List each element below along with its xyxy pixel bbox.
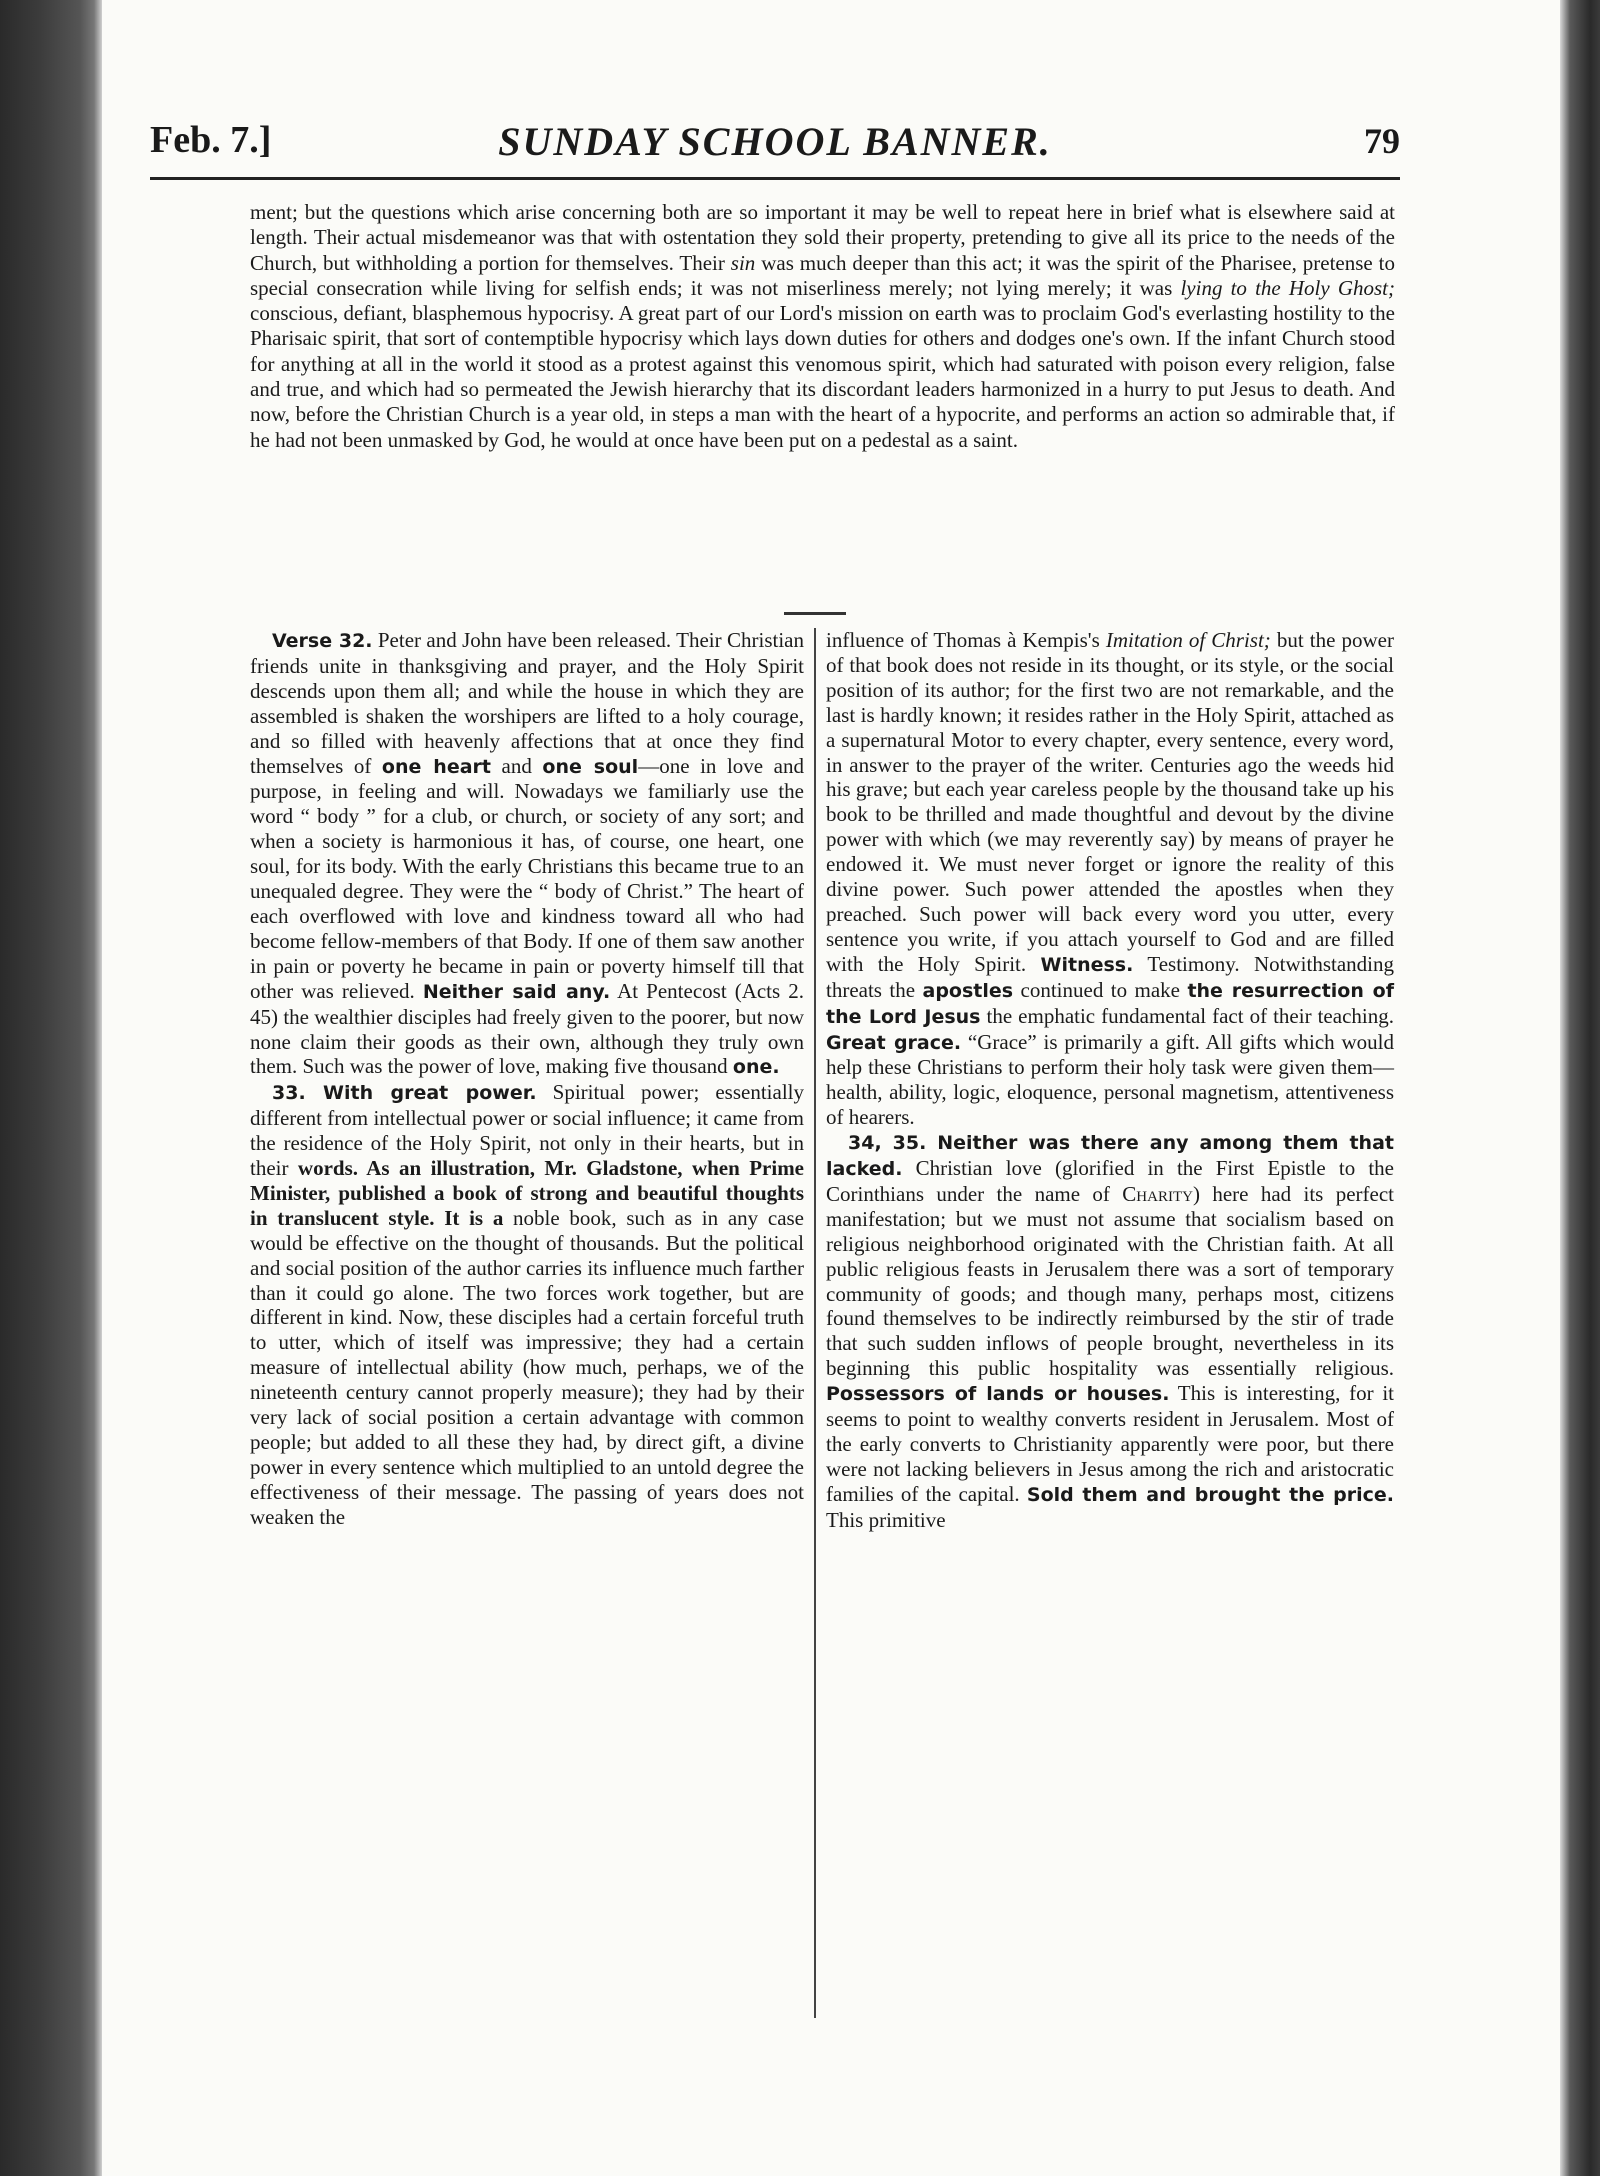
r-text-3: Testimony. Notwithstanding threats the: [826, 951, 1394, 1002]
r-text-9: This is interesting, for it seems to point to wealthy converts resident in Jerusalem. Most of the early converts to Christianity apparently were poor, but there were not lacking believers in Jesus among the rich and aristocratic families of the capital.: [826, 1381, 1394, 1506]
r-text-10: This primitive: [826, 1507, 946, 1532]
r-text-5: the emphatic fundamental fact of their teaching.: [980, 1003, 1394, 1028]
verse-34-35-paragraph: [826, 1130, 1394, 1533]
v32-text-a: Peter and John have been released. Their Christian friends unite in thanksgiving and prayer, and the Holy Spirit descends upon them all; and while the house in which they are assembled is shaken the worshipers are lifted to a holy courage, and so filled with heavenly affections that at once they find themselves of: [250, 628, 804, 778]
header-rule: [150, 177, 1400, 180]
v32-text-c: —one in love and purpose, in feeling and will. Nowadays we familiarly use the word “ body ” for a club, or church, or society of any sort; and when a society is harmonious it has, of course, one heart, one soul, for its body. With the early Christians this became true to an unequaled degree. They were the “ body of Christ.” The heart of each overflowed with love and kindness toward all who had become fellow-members of that Body. If one of them saw another in pain or poverty he became in pain or poverty himself till that other was relieved.: [250, 753, 804, 1003]
intro-text-2: was much deeper than this act; it was the spirit of the Pharisee, pretense to special consecration while living for selfish ends; it was not miserliness merely; not lying merely; it was: [250, 250, 1395, 300]
great-grace-term: Great grace.: [826, 1031, 962, 1054]
r-text-2: but the power of that book does not reside in its thought, or its style, or the social position of its author; for the first two are not remarkable, and the last is hardly known; it resides rather in the Holy Spirit, attached as a supernatural Motor to every chapter, every sentence, every word, in answer to the prayer of the writer. Centuries ago the weeds hid his grave; but each year careless people by the thousand take up his book to be thrilled and made thoughtful and devout by the divine power with which (we may reverently say) by means of prayer he endowed it. We must never forget or ignore the reality of this divine power. Such power attended the apostles when they preached. Such power will back every word you utter, every sentence you write, if you attach yourself to God and are filled with the Holy Spirit.: [826, 628, 1394, 976]
verse-32-heading: Verse 32.: [272, 630, 373, 652]
v33-text-b: noble book, such as in any case would be effective on the thought of thousands. But the political and social position of the author carries its influence much farther than it could go alone. The two forces work together, but are different in kind. Now, these disciples had a certain forceful truth to utter, which of itself was impressive; they had a certain measure of intellectual ability (how much, perhaps, we of the nineteenth century cannot properly measure); they had by their very lack of social position a certain advantage with common people; but added to all these they had, by direct gift, a divine power in every sentence which multiplied to an untold degree the effectiveness of their message. The passing of years does not weaken the: [250, 1205, 805, 1529]
v32-text-d: At Pentecost (Acts 2. 45) the wealthier disciples had freely given to the poorer, but now none claim their goods as their own, although they truly own them. Such was the power of love, making five thousand: [250, 978, 804, 1079]
continuation-paragraph: [826, 628, 1394, 1130]
witness-term: Witness.: [1040, 953, 1134, 976]
verse-34-35-heading: 34, 35. Neither was there any among them that lacked.: [826, 1132, 1394, 1181]
v33-bold-passage: words. As an illustration, Mr. Gladstone, when Prime Minister, published a book of strong and beautiful thoughts in translucent style. It is a: [250, 1156, 805, 1230]
book-binding-edge: [0, 0, 102, 2176]
section-divider: [784, 612, 846, 615]
possessors-term: Possessors of lands or houses.: [826, 1383, 1170, 1406]
resurrection-term: the resurrection of the Lord Jesus: [826, 979, 1395, 1028]
header-date: Feb. 7.]: [150, 119, 272, 161]
intro-text: [250, 200, 1395, 453]
intro-paragraph: [250, 200, 1395, 453]
intro-text-1: ment; but the questions which arise concerning both are so important it may be well to repeat here in brief what is elsewhere said at length. Their actual misdemeanor was that with ostentation they sold their property, pretending to give all its price to the needs of the Church, but withholding a portion for themselves. Their: [250, 200, 1395, 275]
v32-text-b: and: [490, 753, 543, 778]
one-term: one.: [732, 1056, 780, 1079]
verse-33-heading: 33. With great power.: [272, 1082, 537, 1105]
verse-32-paragraph: [250, 628, 804, 1080]
intro-text-3: conscious, defiant, blasphemous hypocrisy. A great part of our Lord's mission on earth was to proclaim God's everlasting hostility to the Pharisaic spirit, that sort of contemptible hypocrisy which lays down duties for others and dodges one's own. If the infant Church stood for anything at all in the world it stood as a protest against this venomous spirit, which had saturated with poison every religion, false and true, and which had so permeated the Jewish hierarchy that its discordant leaders harmonized in a hurry to put Jesus to death. And now, before the Christian Church is a year old, in steps a man with the heart of a hypocrite, and performs an action so admirable that, if he had not been unmasked by God, he would at once have been put on a pedestal as a saint.: [250, 301, 1395, 452]
column-rule: [814, 628, 816, 2018]
apostles-term: apostles: [922, 979, 1014, 1002]
r-text-7: Christian love (glorified in the First Epistle to the Corinthians under the name of: [826, 1156, 1394, 1206]
r-text-6: “Grace” is primarily a gift. All gifts which would help these Christians to perform their holy task were given them—health, ability, logic, eloquence, personal magnetism, attentiveness of hearers.: [826, 1029, 1394, 1130]
page-edge-shadow: [1560, 0, 1600, 2176]
imitation-of-christ-title: Imitation of Christ;: [1105, 628, 1271, 652]
page-number: 79: [1364, 121, 1400, 161]
v33-text-a: Spiritual power; essentially different from intellectual power or social influence; it came from the residence of the Holy Spirit, not only in their hearts, but in their: [250, 1080, 804, 1181]
r-text-4: continued to make: [1013, 977, 1188, 1002]
r-text-8: ) here had its perfect manifestation; but we must not assume that socialism based on religious neighborhood originated with the Christian faith. At all public religious feasts in Jerusalem there was a sort of temporary community of goods; and though many, perhaps most, citizens found themselves to be indirectly reimbursed by the stir of trade that such sudden inflows of people brought, nevertheless in its beginning this public hospitality was essentially religious.: [826, 1181, 1394, 1381]
one-heart-term: one heart: [381, 755, 491, 778]
right-column: [826, 628, 1394, 1533]
header-title: SUNDAY SCHOOL BANNER.: [498, 119, 1052, 164]
running-head: [150, 118, 1400, 178]
charity-term: Charity: [1122, 1181, 1193, 1206]
intro-italic-lying: lying to the Holy Ghost;: [1180, 275, 1395, 300]
one-soul-term: one soul: [542, 755, 639, 778]
verse-33-paragraph: [250, 1080, 804, 1529]
r-text-1: influence of Thomas à Kempis's: [826, 628, 1106, 652]
neither-said-term: Neither said any.: [422, 980, 611, 1003]
intro-italic-sin: sin: [730, 250, 756, 275]
left-column: [250, 628, 804, 1530]
sold-term: Sold them and brought the price.: [1026, 1483, 1394, 1506]
